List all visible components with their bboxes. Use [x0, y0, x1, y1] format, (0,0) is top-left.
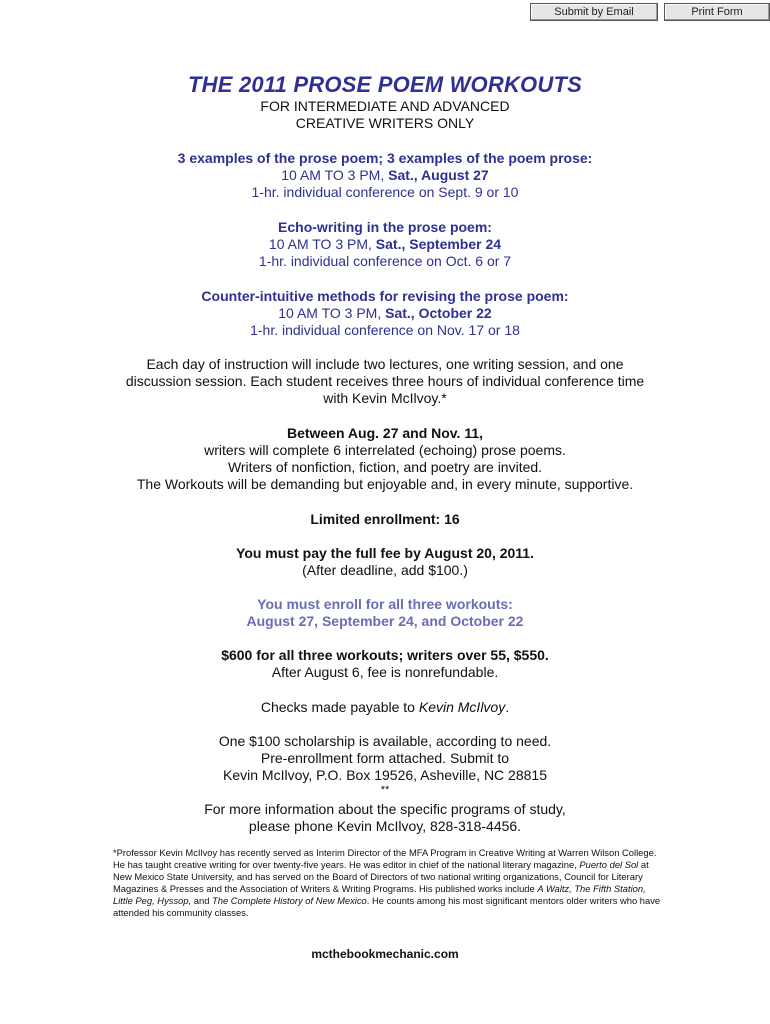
workout-1-conference: 1-hr. individual conference on Sept. 9 or 10	[251, 184, 519, 200]
workout-2-time	[0, 236, 770, 253]
enroll-all-line-1: You must enroll for all three workouts:	[257, 596, 513, 612]
fee-deadline-note: (After deadline, add $100.)	[302, 562, 468, 578]
bio-text-3: and	[191, 894, 213, 906]
checks-suffix: .	[505, 699, 510, 715]
fee-deadline	[0, 545, 770, 579]
enroll-all-line-2: August 27, September 24, and October 22	[246, 613, 524, 629]
more-info-line-1: For more information about the specific programs of study,	[204, 801, 566, 817]
scholarship-line-3: Kevin McIlvoy, P.O. Box 19526, Asheville, NC 28815	[223, 767, 547, 783]
bio-works-titles: A Waltz, The Fifth Station, Little Peg, Hyssop,	[113, 882, 646, 906]
enroll-all-notice	[0, 596, 770, 630]
between-line-1: writers will complete 6 interrelated (echoing) prose poems.	[204, 442, 566, 458]
workout-3-heading: Counter-intuitive methods for revising the prose poem:	[201, 288, 569, 304]
workout-1-heading: 3 examples of the prose poem; 3 examples of the poem prose:	[177, 150, 593, 166]
between-line-3: The Workouts will be demanding but enjoyable and, in every minute, supportive.	[136, 476, 634, 492]
scholarship-line-2: Pre-enrollment form attached. Submit to	[260, 750, 510, 766]
scholarship-paragraph	[0, 733, 770, 797]
workout-3-date: Sat., October 22	[385, 305, 492, 321]
workout-2	[0, 219, 770, 270]
workout-1	[0, 150, 770, 201]
workout-3-time-prefix: 10 AM TO 3 PM,	[278, 305, 386, 321]
more-info-line-2: please phone Kevin McIlvoy, 828-318-4456.	[248, 818, 522, 834]
page-title: THE 2011 PROSE POEM WORKOUTS	[188, 72, 582, 97]
more-info-paragraph	[0, 801, 770, 835]
print-form-button[interactable]: Print Form	[664, 3, 770, 21]
bio-text-4: . He counts among his most significant mentors older writers who have attended his community classes.	[113, 894, 661, 918]
workout-2-conference: 1-hr. individual conference on Oct. 6 or 7	[258, 253, 512, 269]
bio-text-2: at New Mexico State University, and has served on the Board of Directors of two national writing organizations, Council for Literary Magazines & Presses and the Association of Writers & Writing Programs. His published works include	[113, 858, 649, 894]
submit-by-email-button[interactable]: Submit by Email	[530, 3, 658, 21]
workout-3-time	[0, 305, 770, 322]
workout-2-date: Sat., September 24	[375, 236, 502, 252]
website-footer: mcthebookmechanic.com	[311, 947, 459, 961]
workout-2-heading: Echo-writing in the prose poem:	[278, 219, 492, 235]
between-line-2: Writers of nonfiction, fiction, and poetry are invited.	[227, 459, 543, 475]
bio-book-title: The Complete History of New Mexico	[212, 894, 367, 906]
checks-payee: Kevin McIlvoy	[418, 699, 506, 715]
checks-payable	[0, 699, 770, 716]
workout-3	[0, 288, 770, 339]
subtitle-line-1: FOR INTERMEDIATE AND ADVANCED	[260, 98, 510, 114]
subtitle	[0, 98, 770, 132]
between-heading: Between Aug. 27 and Nov. 11,	[286, 425, 484, 441]
instruction-line-3: with Kevin McIlvoy.*	[323, 390, 447, 406]
scholarship-line-1: One $100 scholarship is available, according to need.	[218, 733, 552, 749]
workout-1-time-prefix: 10 AM TO 3 PM,	[281, 167, 389, 183]
fee-deadline-heading: You must pay the full fee by August 20, 2011.	[236, 545, 534, 561]
instruction-line-1: Each day of instruction will include two lectures, one writing session, and one	[146, 356, 624, 372]
checks-prefix: Checks made payable to	[260, 699, 419, 715]
workout-3-conference: 1-hr. individual conference on Nov. 17 or 18	[250, 322, 520, 338]
subtitle-line-2: CREATIVE WRITERS ONLY	[295, 115, 475, 131]
workout-2-time-prefix: 10 AM TO 3 PM,	[268, 236, 376, 252]
instruction-paragraph	[0, 356, 770, 407]
bio-text-1: *Professor Kevin McIlvoy has recently served as Interim Director of the MFA Program in Creative Writing at Warren Wilson College. He has taught creative writing for over twenty-five years. He was editor in chief of the national literary magazine,	[113, 847, 657, 870]
instruction-line-2: discussion session. Each student receives three hours of individual conference time	[125, 373, 645, 389]
separator: **	[380, 784, 390, 796]
fee-note: After August 6, fee is nonrefundable.	[271, 664, 499, 680]
author-bio	[113, 847, 661, 918]
workout-1-time	[0, 167, 770, 184]
bio-magazine-title: Puerto del Sol	[579, 858, 639, 870]
enrollment-limit: Limited enrollment: 16	[310, 511, 460, 527]
between-paragraph	[0, 425, 770, 493]
fee-heading: $600 for all three workouts; writers over 55, $550.	[221, 647, 549, 663]
fee-paragraph	[0, 647, 770, 681]
workout-1-date: Sat., August 27	[388, 167, 489, 183]
